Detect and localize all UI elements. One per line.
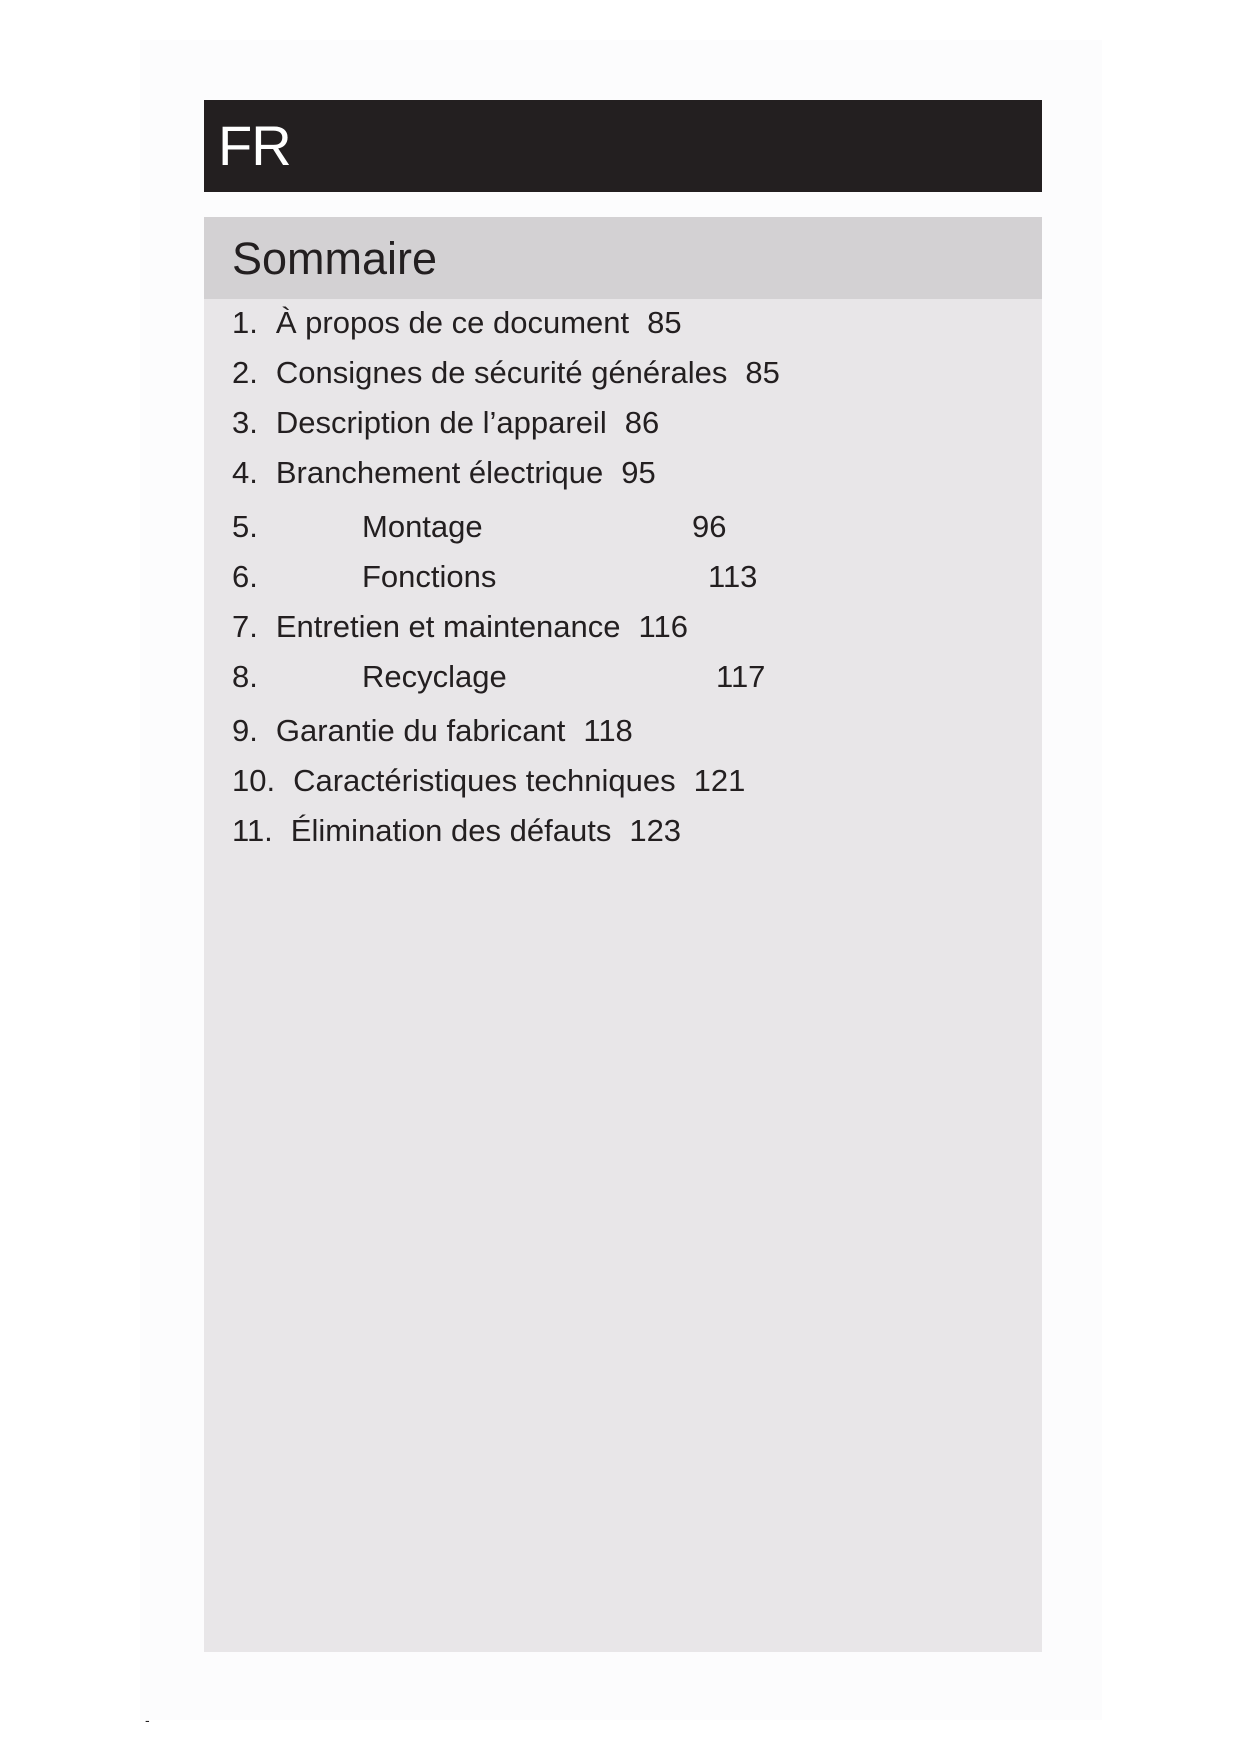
toc-entry[interactable] (232, 403, 659, 443)
toc-entry-page: 85 (745, 355, 780, 390)
toc-entry[interactable] (232, 811, 681, 851)
toc-entry-number: 1. (232, 305, 258, 340)
toc-entry-title: À propos de ce document (275, 305, 630, 340)
toc-entry-number: 2. (232, 355, 258, 390)
toc-entry-title: Recyclage (362, 659, 507, 694)
toc-entry-title: Entretien et maintenance (275, 609, 621, 644)
toc-entry-number: 11. (232, 813, 273, 848)
toc-entry-page: 118 (583, 713, 633, 748)
toc-entry-title: Garantie du fabricant (275, 713, 566, 748)
toc-entry-title: Consignes de sécurité générales (275, 355, 728, 390)
toc-entry-number: 5. (232, 509, 258, 544)
toc-entry-page: 113 (708, 559, 758, 594)
toc-entry[interactable] (232, 607, 688, 647)
toc-entry[interactable] (232, 303, 682, 343)
toc-entry-title: Branchement électrique (275, 455, 604, 490)
toc-entry[interactable] (232, 353, 780, 393)
toc-entry[interactable] (232, 657, 766, 697)
table-of-contents-header (204, 217, 1042, 299)
toc-entry-title: Fonctions (362, 559, 497, 594)
toc-entry-page: 85 (647, 305, 682, 340)
toc-entry-page: 86 (624, 405, 660, 440)
footer-mark: - (145, 1712, 150, 1728)
toc-entry-number: 9. (232, 713, 258, 748)
toc-entry-number: 6. (232, 559, 258, 594)
toc-entry-number: 3. (232, 405, 258, 440)
toc-entry[interactable] (232, 711, 633, 751)
toc-entry-page: 116 (638, 609, 688, 644)
toc-entry-page: 123 (629, 813, 682, 848)
toc-entry[interactable] (232, 453, 656, 493)
toc-entry-page: 121 (693, 763, 746, 798)
toc-entry[interactable] (232, 761, 745, 801)
table-of-contents-panel (204, 217, 1042, 1652)
toc-entry-title: Élimination des défauts (290, 813, 612, 848)
toc-entry-page: 117 (716, 659, 766, 694)
table-of-contents-title: Sommaire (232, 232, 438, 284)
toc-entry-title: Montage (362, 509, 483, 544)
toc-entry-number: 4. (232, 455, 258, 490)
toc-entry-page: 95 (621, 455, 656, 490)
toc-entry[interactable] (232, 557, 758, 597)
toc-entry-title: Description de l’appareil (275, 405, 607, 440)
toc-entry-number: 7. (232, 609, 258, 644)
toc-entry-page: 96 (692, 509, 727, 544)
language-header-bar (204, 100, 1042, 192)
toc-entry-number: 8. (232, 659, 258, 694)
toc-entry-number: 10. (232, 763, 276, 798)
language-code: FR (218, 114, 291, 177)
toc-entry[interactable] (232, 507, 727, 547)
toc-entry-title: Caractéristiques techniques (293, 763, 676, 798)
